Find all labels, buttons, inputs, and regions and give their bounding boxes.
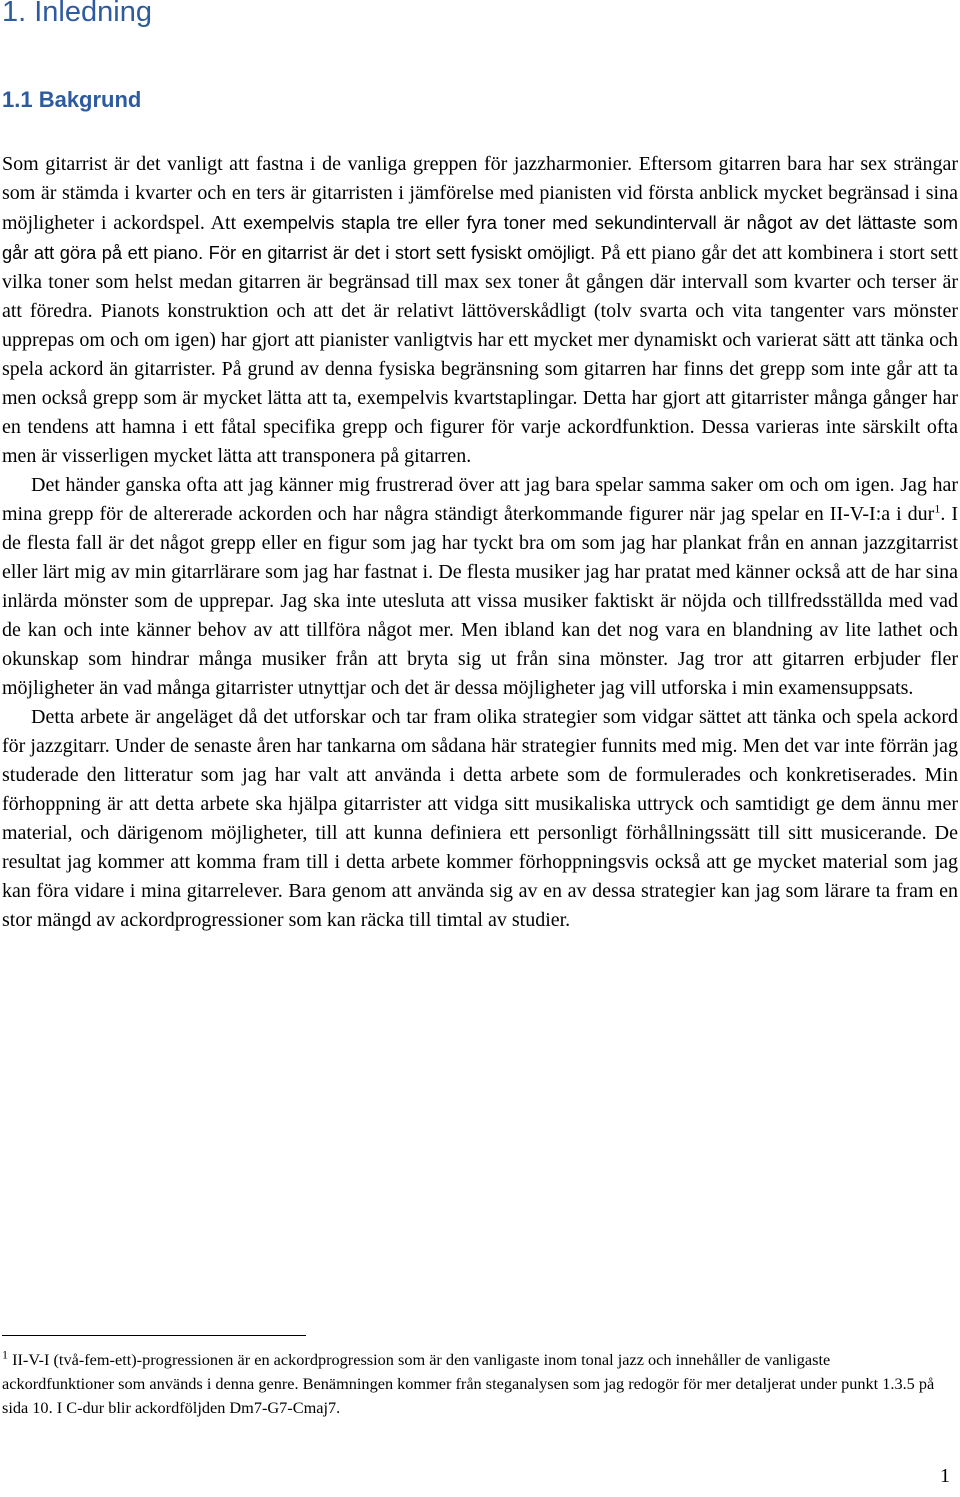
paragraph-2 bbox=[2, 471, 958, 703]
footnote-text: II-V-I (två-fem-ett)-progressionen är en ackordprogression som är den vanligaste inom tonal jazz och innehåller de vanligaste ackordfunktioner som används i denna genre. Benämningen kommer från steganalysen som jag redogör för mer detaljerat under punkt 1.3.5 på sida 10. I C-dur blir ackordföljden Dm7-G7-Cmaj7. bbox=[2, 1350, 935, 1417]
body-text bbox=[2, 150, 958, 935]
paragraph-1-part-2: exempelvis stapla tre eller fyra toner med sekundintervall är något av det lättaste som går att göra på ett piano. För en gitarrist är det i stort sett fysiskt omöjligt. bbox=[2, 212, 958, 263]
paragraph-2-part-1: Det händer ganska ofta att jag känner mig frustrerad över att jag bara spelar samma saker om och om igen. Jag har mina grepp för de altererade ackorden och har några ständigt återkommande figurer när jag spelar en II-V-I:a i dur bbox=[2, 474, 958, 525]
paragraph-1 bbox=[2, 150, 958, 471]
paragraph-1-part-3: På ett piano går det att kombinera i stort sett vilka toner som helst medan gitarren är begränsad till max sex toner åt gången där intervall som kvarter och terser är att föredra. Pianots konstruktion och att det är relativt lättöverskådligt (tolv svarta och vita tangenter vars mönster upprepas om och om igen) har gjort att pianister vanligtvis har ett mycket mer dynamiskt och varierat sätt att tänka och spela ackord än gitarrister. På grund av denna fysiska begränsning som gitarren har finns det grepp som inte går att ta men också grepp som är mycket lätta att ta, exempelvis kvartstaplingar. Detta har gjort att gitarrister många gånger har en tendens att hamna i ett fåtal specifika grepp och figurer för varje ackordfunktion. Dessa varieras inte särskilt ofta men är visserligen mycket lätta att transponera på gitarren. bbox=[2, 242, 958, 467]
page-number: 1 bbox=[940, 1465, 950, 1487]
section-heading: 1.1 Bakgrund bbox=[2, 87, 142, 112]
footnote-reference[interactable]: 1 bbox=[934, 501, 941, 516]
footnote-mark: 1 bbox=[2, 1347, 8, 1362]
paragraph-2-part-2: . I de flesta fall är det något grepp eller en figur som jag har tyckt bra om som jag har plankat från en annan jazzgitarrist eller lärt mig av min gitarrlärare som jag har fastnat i. De flesta musiker jag har pratat med känner också att de har sina inlärda mönster som de upprepar. Jag ska inte utesluta att vissa musiker faktiskt är nöjda och tillfredsställda med vad de kan och inte känner behov av att tillföra något mer. Men ibland kan det nog vara en blandning av lite lathet och okunskap som hindrar många musiker från att bryta sig ut från sina mönster. Jag tror att gitarren erbjuder fler möjligheter än vad många gitarrister utnyttjar och det är dessa möjligheter jag vill utforska i min examensuppsats. bbox=[2, 503, 958, 699]
footnote-separator bbox=[2, 1335, 306, 1336]
footnote bbox=[2, 1348, 942, 1420]
paragraph-1-part-1: Som gitarrist är det vanligt att fastna i de vanliga greppen för jazzharmonier. Eftersom gitarren bara har sex strängar som är stämda i kvarter och en ters är gitarristen i jämförelse med pianisten vid första anblick mycket begränsad i sina möjligheter i ackordspel. Att bbox=[2, 153, 958, 234]
chapter-heading: 1. Inledning bbox=[2, 0, 152, 28]
paragraph-3: Detta arbete är angeläget då det utforskar och tar fram olika strategier som vidgar sättet att tänka och spela ackord för jazzgitarr. Under de senaste åren har tankarna om sådana här strategier funnits med mig. Men det var inte förrän jag studerade den litteratur som jag har valt att använda i detta arbete som de formulerades och konkretiserades. Min förhoppning är att detta arbete ska hjälpa gitarrister att vidga sitt musikaliska uttryck och samtidigt ge dem ännu mer material, och därigenom möjligheter, till att kunna definiera ett personligt förhållningssätt till sitt musicerande. De resultat jag kommer att komma fram till i detta arbete kommer förhoppningsvis också att ge mycket material som jag kan föra vidare i mina gitarrelever. Bara genom att använda sig av en av dessa strategier kan jag som lärare ta fram en stor mängd av ackordprogressioner som kan räcka till timtal av studier. bbox=[2, 706, 958, 931]
